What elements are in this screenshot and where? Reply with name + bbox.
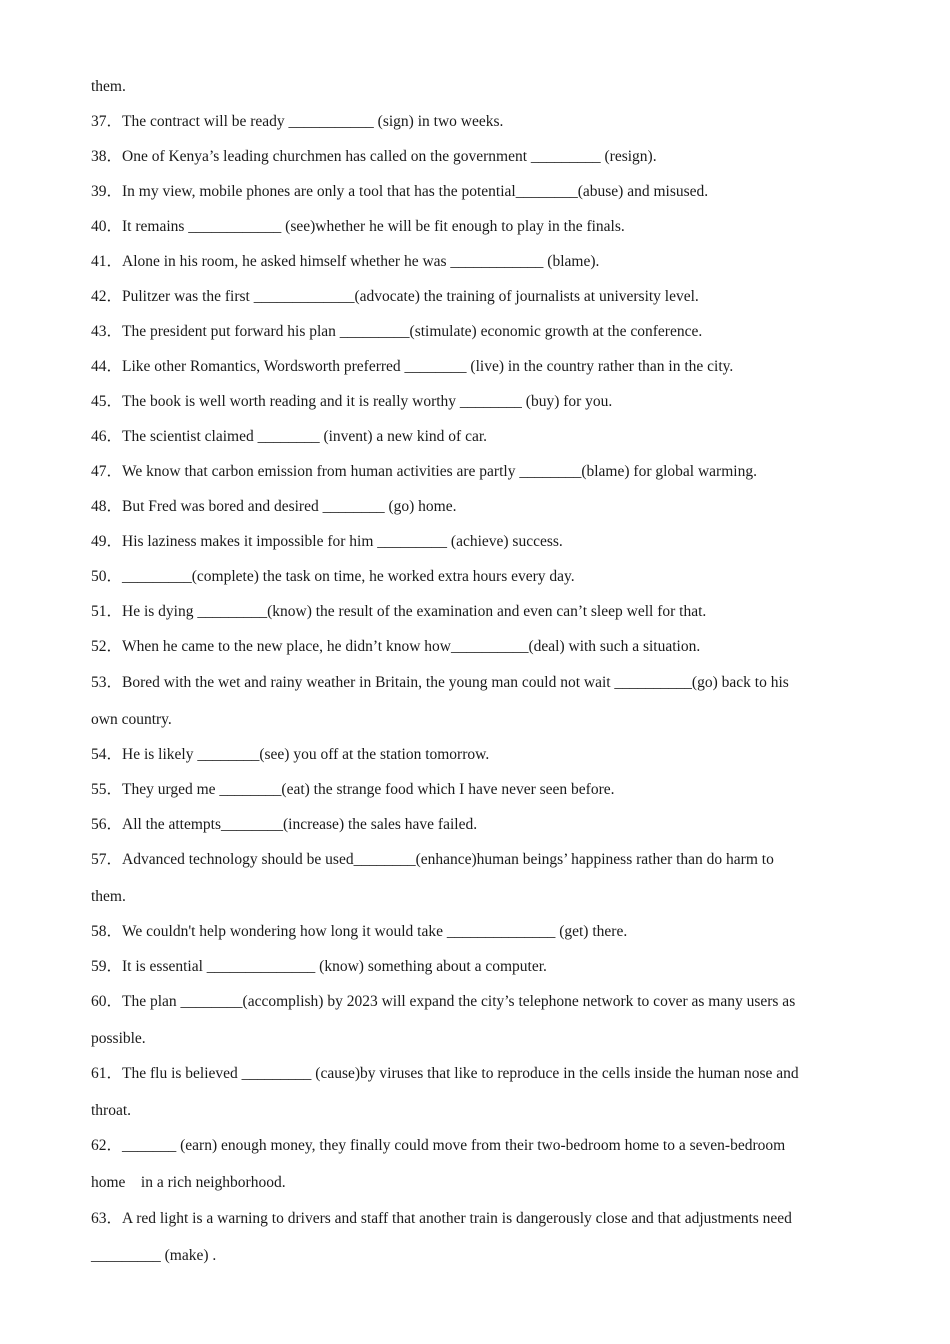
question-38: 38．One of Kenya’s leading churchmen has called on the government _________ (resign). [91,148,657,165]
question-42: 42．Pulitzer was the first _____________(advocate) the training of journalists at university level. [91,288,699,305]
question-57-continued: them. [91,888,126,905]
question-53-continued: own country. [91,711,172,728]
question-37: 37．The contract will be ready ___________ (sign) in two weeks. [91,113,504,130]
question-61-continued: throat. [91,1102,132,1119]
question-63-continued: _________ (make) . [91,1247,217,1264]
question-51: 51．He is dying _________(know) the result of the examination and even can’t sleep well for that. [91,603,707,620]
question-40: 40．It remains ____________ (see)whether he will be fit enough to play in the finals. [91,218,625,235]
question-45: 45．The book is well worth reading and it is really worthy ________ (buy) for you. [91,393,613,410]
question-52: 52．When he came to the new place, he didn’t know how__________(deal) with such a situation. [91,638,701,655]
question-56: 56．All the attempts________(increase) the sales have failed. [91,816,478,833]
question-57: 57．Advanced technology should be used________(enhance)human beings’ happiness rather than do harm to [91,851,774,868]
question-63: 63．A red light is a warning to drivers and staff that another train is dangerously close and that adjustments need [91,1210,792,1227]
question-60-continued: possible. [91,1030,146,1047]
question-59: 59．It is essential ______________ (know) something about a computer. [91,958,547,975]
question-55: 55．They urged me ________(eat) the strange food which I have never seen before. [91,781,615,798]
question-39: 39．In my view, mobile phones are only a tool that has the potential________(abuse) and misused. [91,183,709,200]
question-58: 58．We couldn't help wondering how long it would take ______________ (get) there. [91,923,628,940]
question-47: 47．We know that carbon emission from human activities are partly ________(blame) for global warming. [91,463,757,480]
question-48: 48．But Fred was bored and desired ________ (go) home. [91,498,457,515]
question-61: 61．The flu is believed _________ (cause)by viruses that like to reproduce in the cells inside the human nose and [91,1065,799,1082]
question-62: 62．_______ (earn) enough money, they finally could move from their two-bedroom home to a seven-bedroom [91,1137,786,1154]
question-60: 60．The plan ________(accomplish) by 2023 will expand the city’s telephone network to cover as many users as [91,993,796,1010]
question-49: 49．His laziness makes it impossible for him _________ (achieve) success. [91,533,563,550]
question-43: 43．The president put forward his plan _________(stimulate) economic growth at the conference. [91,323,703,340]
question-53: 53．Bored with the wet and rainy weather in Britain, the young man could not wait __________(go) back to his [91,674,789,691]
question-46: 46．The scientist claimed ________ (invent) a new kind of car. [91,428,488,445]
question-62-continued: home in a rich neighborhood. [91,1174,286,1191]
question-50: 50．_________(complete) the task on time, he worked extra hours every day. [91,568,575,585]
question-54: 54．He is likely ________(see) you off at the station tomorrow. [91,746,490,763]
question-41: 41．Alone in his room, he asked himself whether he was ____________ (blame). [91,253,600,270]
question-44: 44．Like other Romantics, Wordsworth preferred ________ (live) in the country rather than in the city. [91,358,734,375]
text-line: them. [91,78,126,95]
